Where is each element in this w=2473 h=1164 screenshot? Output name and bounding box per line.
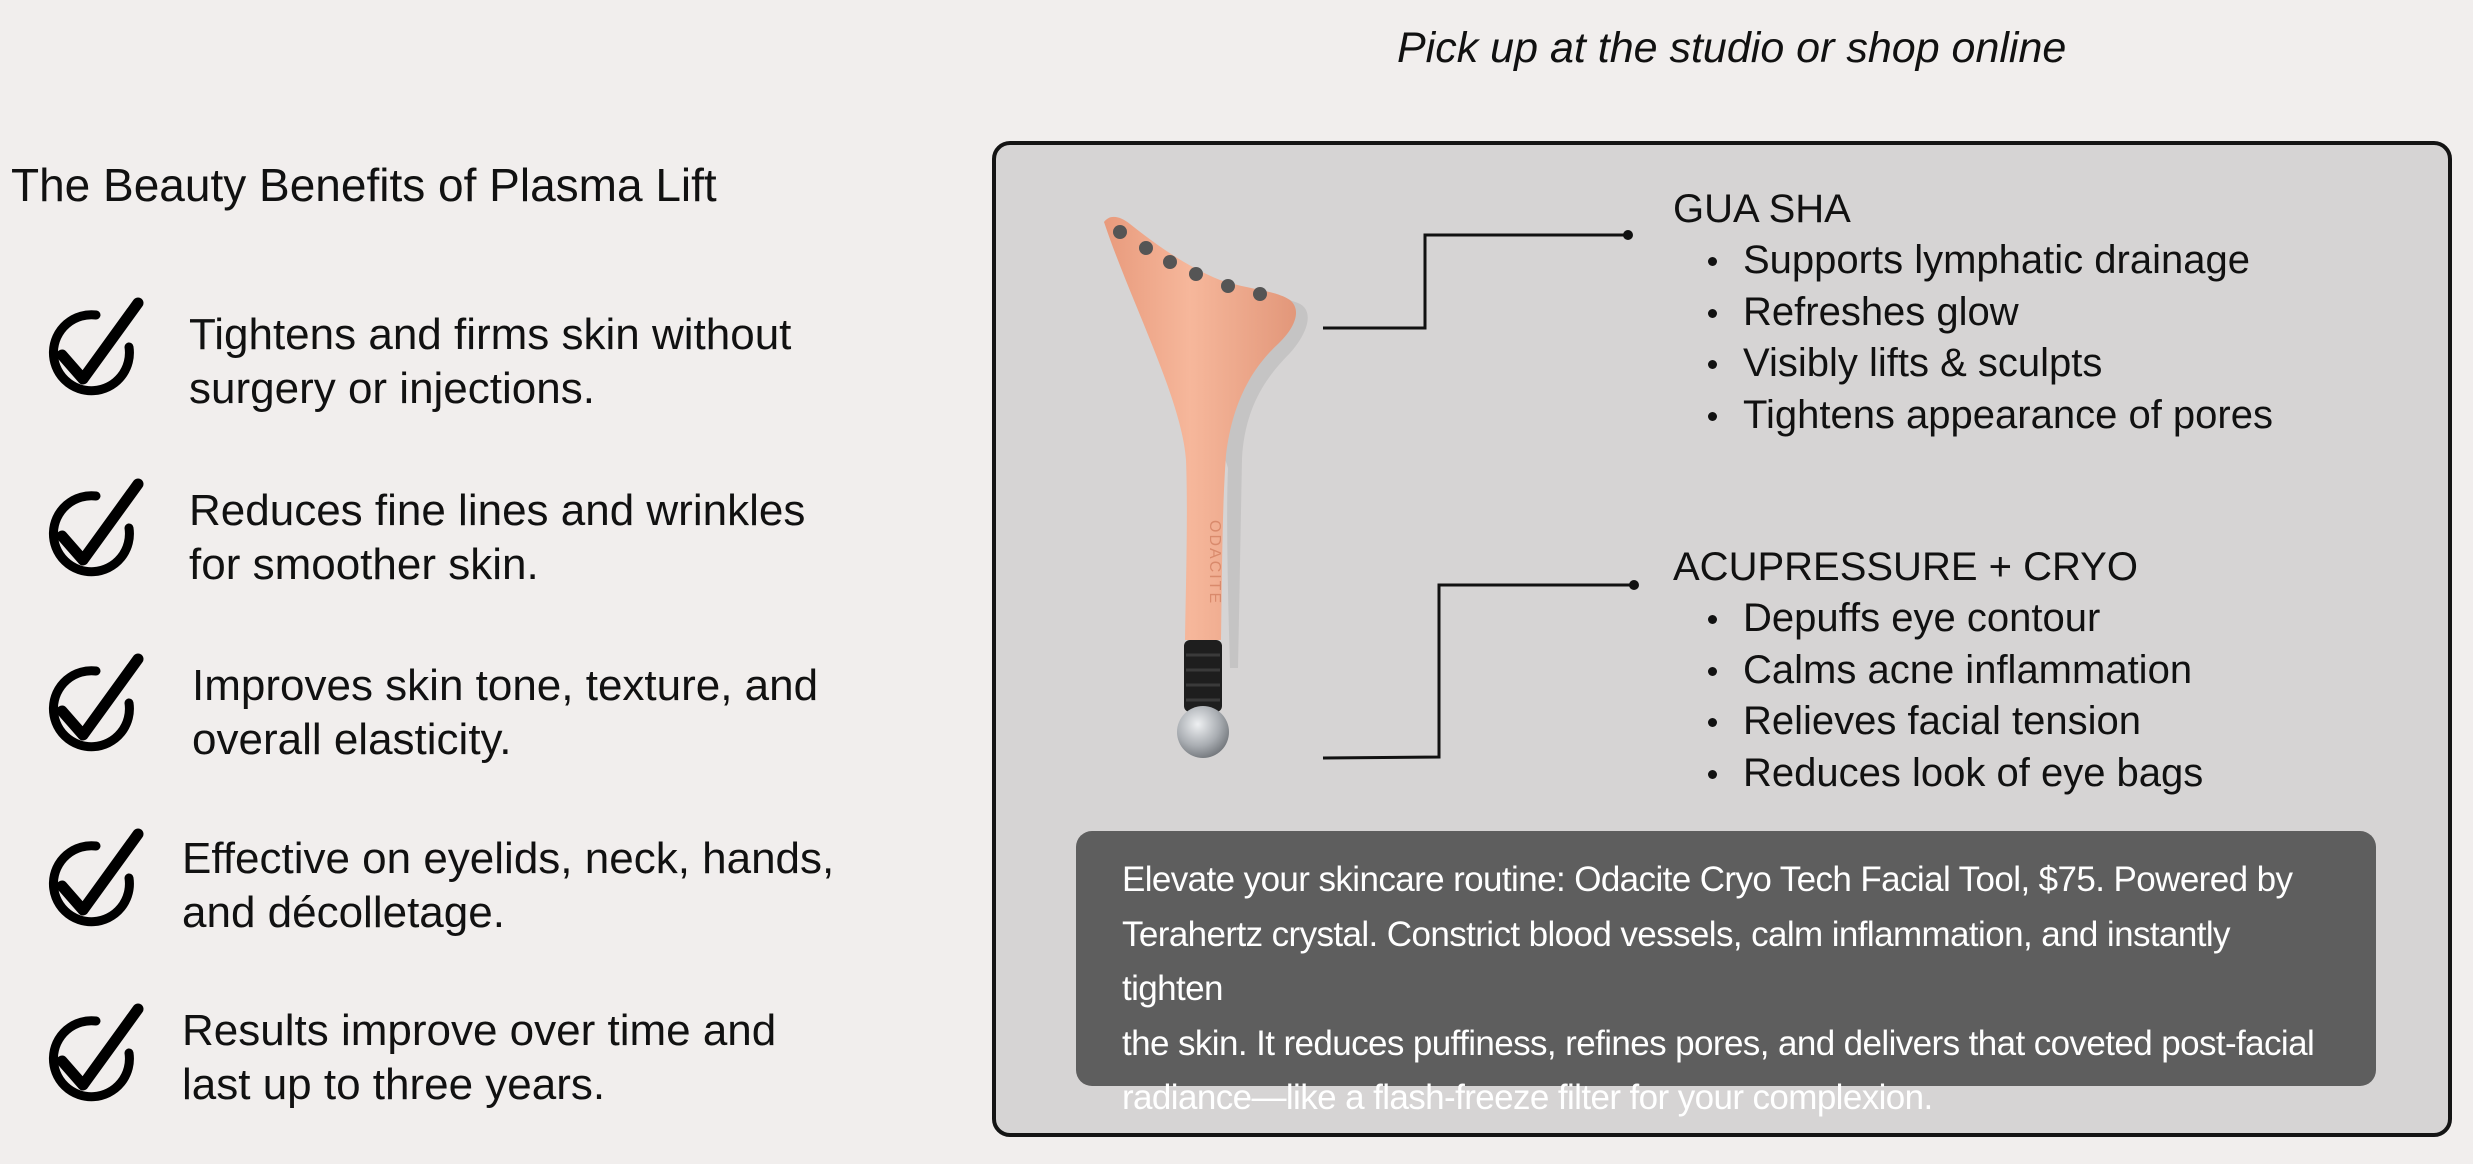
benefit-item bbox=[0, 1001, 900, 1131]
promo-box bbox=[1076, 831, 2376, 1117]
checkmark-icon bbox=[38, 295, 148, 405]
benefit-line: for smoother skin. bbox=[189, 540, 539, 589]
checkmark-icon bbox=[38, 826, 148, 936]
feature-item: Depuffs eye contour bbox=[1743, 593, 2203, 645]
feature-item: Supports lymphatic drainage bbox=[1743, 235, 2273, 287]
feature-item: Calms acne inflammation bbox=[1743, 645, 2203, 697]
promo-line: Elevate your skincare routine: Odacite Cryo Tech Facial Tool, $75. Powered by bbox=[1122, 860, 2293, 899]
benefit-item bbox=[0, 295, 900, 425]
feature-title: ACUPRESSURE + CRYO bbox=[1673, 545, 2138, 589]
tool-bead bbox=[1221, 279, 1235, 293]
feature-item: Relieves facial tension bbox=[1743, 696, 2203, 748]
feature-gua-sha bbox=[1673, 183, 2273, 441]
benefit-text bbox=[189, 308, 791, 416]
feature-item: Tightens appearance of pores bbox=[1743, 390, 2273, 442]
pickup-text: Pick up at the studio or shop online bbox=[1397, 24, 2067, 72]
benefit-line: surgery or injections. bbox=[189, 364, 595, 413]
benefit-text bbox=[189, 484, 805, 592]
checkmark-icon bbox=[38, 1001, 148, 1111]
feature-list bbox=[1673, 235, 2273, 441]
benefit-line: last up to three years. bbox=[182, 1060, 606, 1109]
benefit-text bbox=[192, 659, 818, 767]
benefit-item bbox=[0, 651, 900, 781]
checkmark-icon bbox=[38, 476, 148, 586]
promo-line: Terahertz crystal. Constrict blood vessels, calm inflammation, and instantly tighten bbox=[1122, 914, 2230, 1008]
benefit-line: and décolletage. bbox=[182, 888, 505, 937]
checkmark-icon bbox=[38, 651, 148, 761]
benefits-title: The Beauty Benefits of Plasma Lift bbox=[11, 159, 717, 211]
promo-line: radiance—like a flash-freeze filter for your complexion. bbox=[1122, 1078, 1933, 1117]
benefit-text bbox=[182, 1004, 776, 1112]
feature-acupressure-cryo bbox=[1673, 541, 2203, 799]
feature-item: Refreshes glow bbox=[1743, 287, 2273, 339]
feature-list bbox=[1673, 593, 2203, 799]
promo-line: the skin. It reduces puffiness, refines pores, and delivers that coveted post-facial bbox=[1122, 1023, 2315, 1063]
tool-bead bbox=[1113, 225, 1127, 239]
benefit-line: Improves skin tone, texture, and bbox=[192, 661, 819, 710]
feature-item: Reduces look of eye bags bbox=[1743, 748, 2203, 800]
tool-bead bbox=[1253, 287, 1267, 301]
benefit-line: Effective on eyelids, neck, hands, bbox=[182, 834, 835, 883]
benefit-line: overall elasticity. bbox=[192, 715, 512, 764]
feature-item: Visibly lifts & sculpts bbox=[1743, 338, 2273, 390]
benefit-item bbox=[0, 476, 900, 606]
feature-title: GUA SHA bbox=[1673, 187, 1851, 231]
tool-brand-label: ODACITE bbox=[1206, 520, 1223, 606]
facial-tool-image bbox=[1090, 210, 1320, 780]
benefit-line: Reduces fine lines and wrinkles bbox=[189, 486, 806, 535]
benefit-line: Results improve over time and bbox=[182, 1006, 777, 1055]
tool-bead bbox=[1139, 241, 1153, 255]
benefit-line: Tightens and firms skin without bbox=[189, 310, 792, 359]
tool-bead bbox=[1163, 255, 1177, 269]
benefit-text bbox=[182, 832, 834, 940]
benefit-item bbox=[0, 826, 900, 956]
tool-bead bbox=[1189, 267, 1203, 281]
